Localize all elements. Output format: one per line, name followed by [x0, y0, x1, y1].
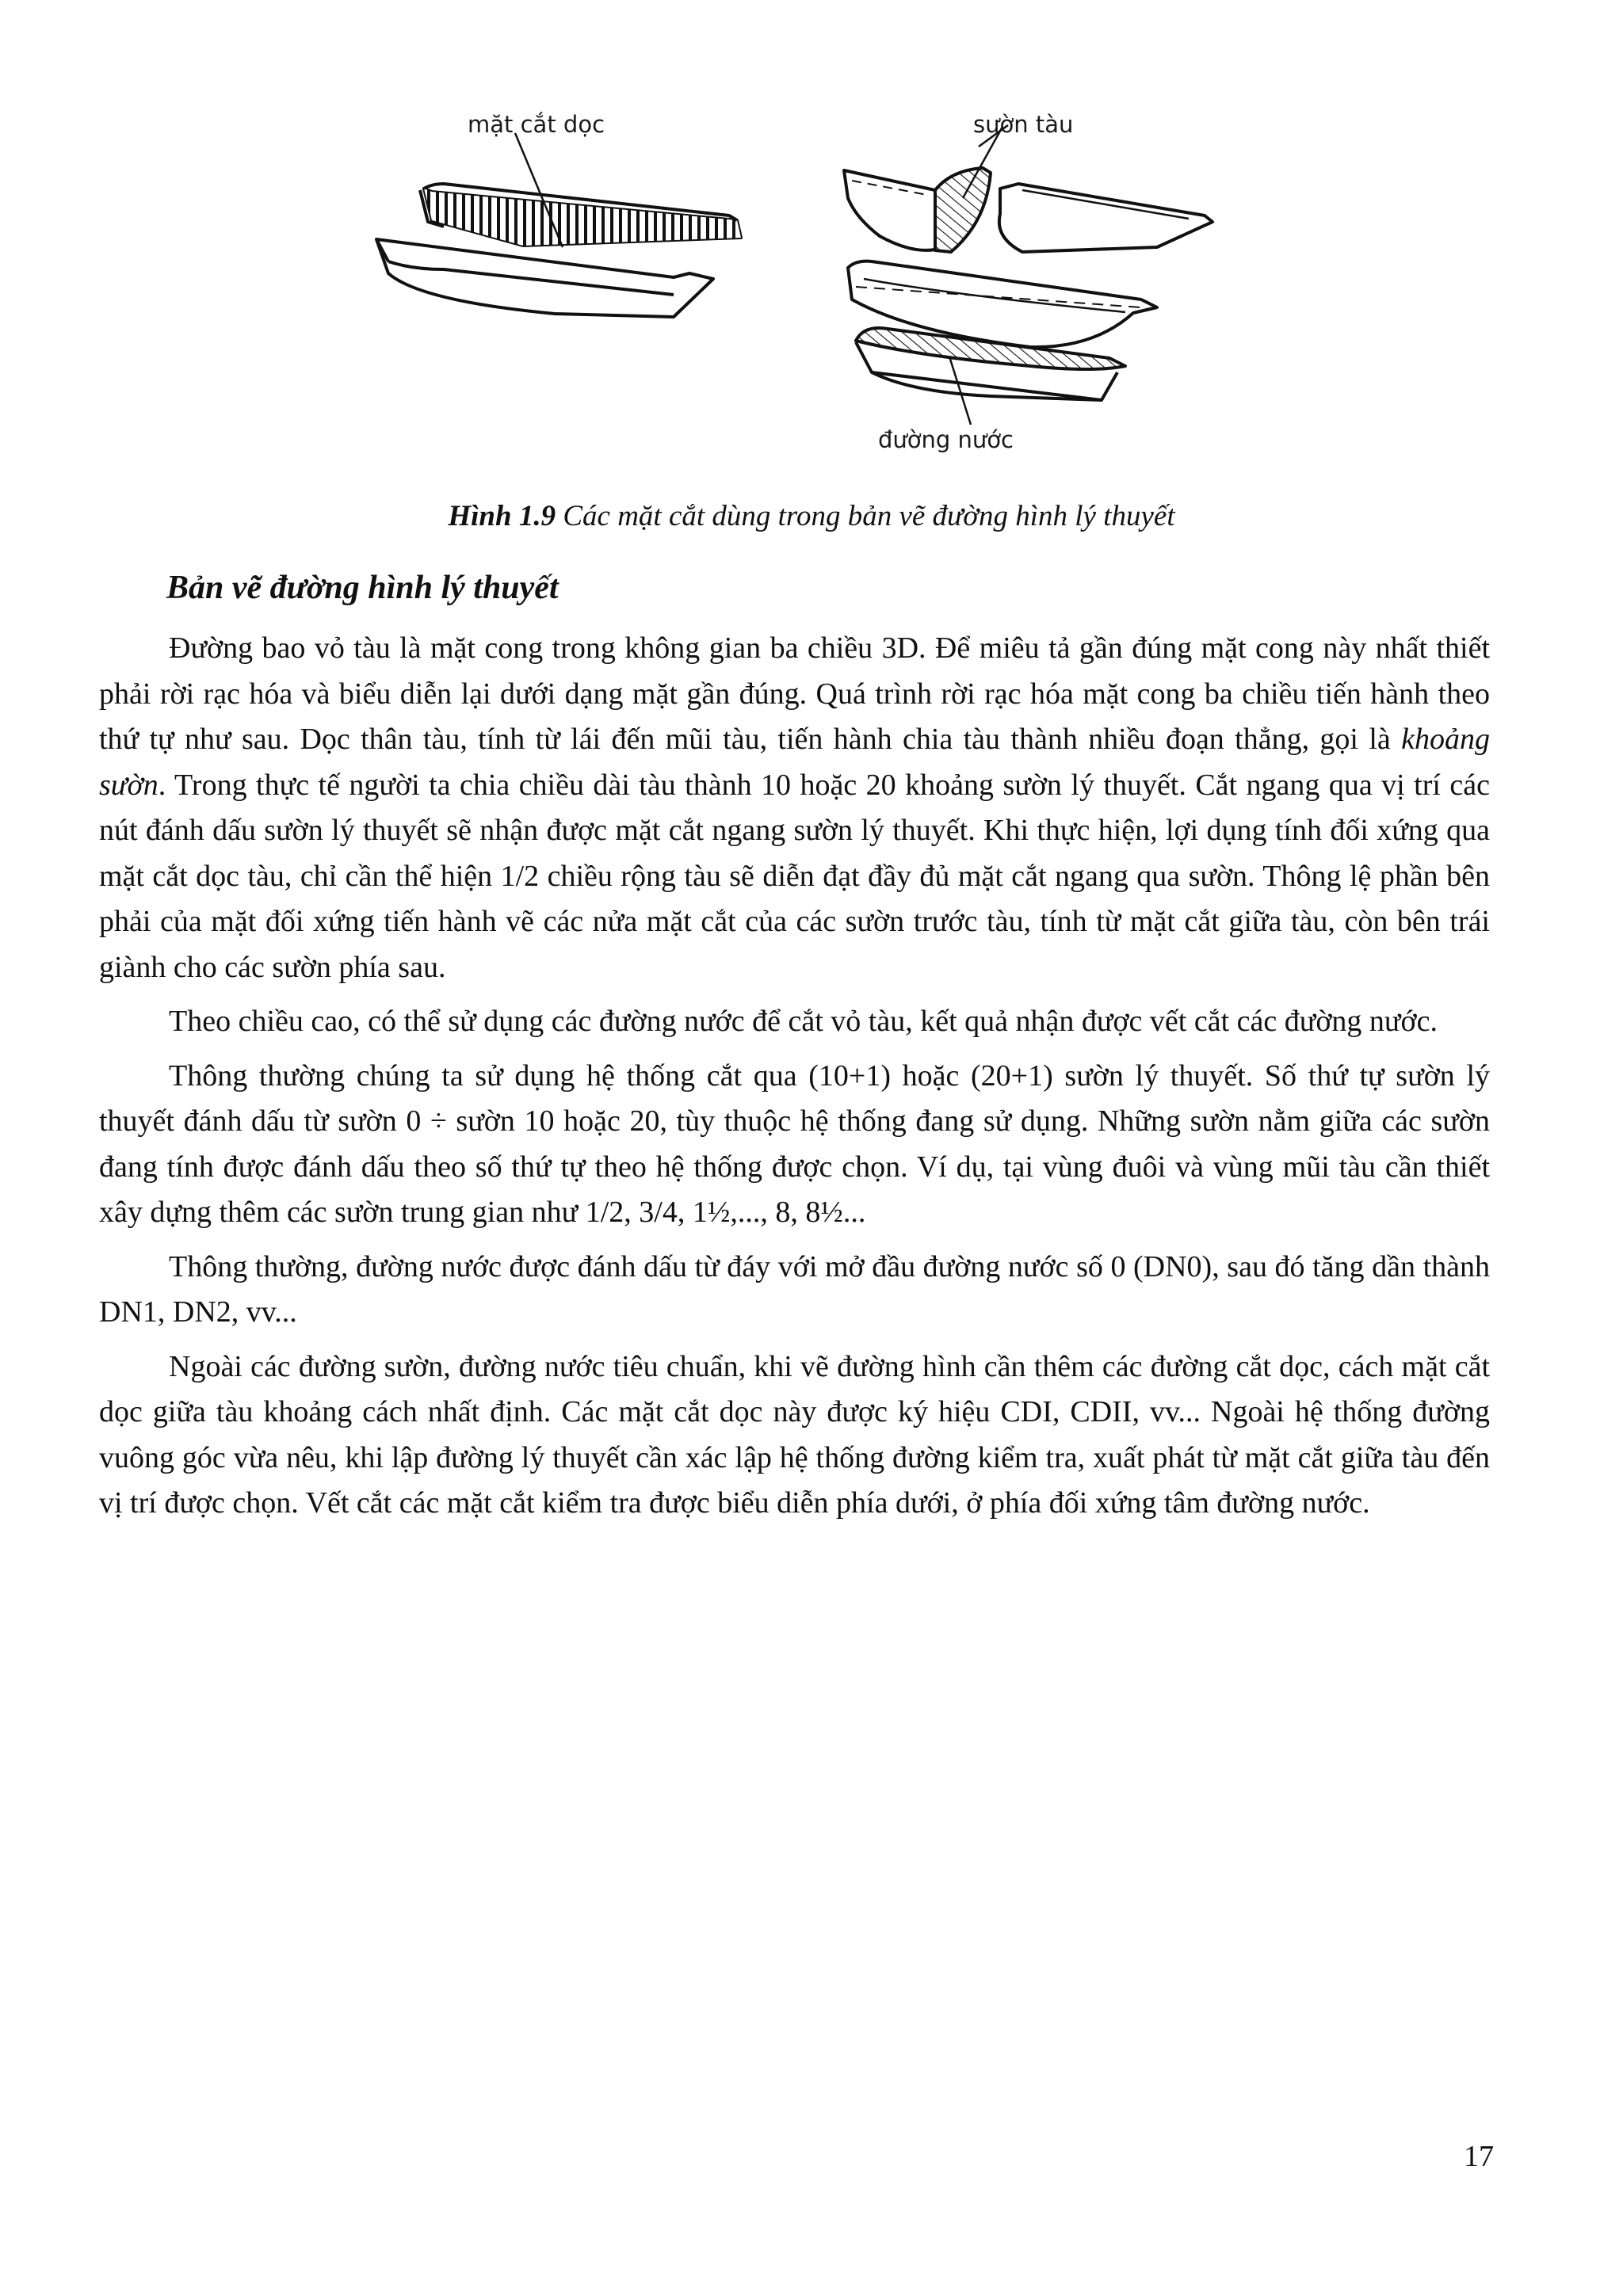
paragraph-1: [99, 626, 1490, 990]
longitudinal-section-label: mặt cắt dọc: [468, 111, 605, 138]
longitudinal-cut-hatch: [424, 189, 741, 246]
transverse-section-drawing: [844, 125, 1212, 252]
section-title: Bản vẽ đường hình lý thuyết: [166, 570, 559, 606]
longitudinal-section-drawing: [376, 133, 741, 317]
hull-sections-figure: [0, 0, 1623, 475]
paragraph-4: Thông thường, đường nước được đánh dấu từ đáy với mở đầu đường nước số 0 (DN0), sau đó tăng dần thành DN1, DN2, vv...: [99, 1249, 1490, 1329]
page-number: 17: [1464, 2140, 1494, 2173]
paragraph-1-part-b: . Trong thực tế người ta chia chiều dài tàu thành 10 hoặc 20 khoảng sườn lý thuyết. Cắt ngang qua vị trí các nút đánh dấu sườn lý thuyết sẽ nhận được mặt cắt ngang sườn lý thuyết. Khi thực hiện, lợi dụng tính đối xứng qua mặt cắt dọc tàu, chỉ cần thể hiện 1/2 chiều rộng tàu sẽ diễn đạt đầy đủ mặt cắt ngang qua sườn. Thông lệ phần bên phải của mặt đối xứng tiến hành vẽ các nửa mặt cắt của các sườn trước tàu, tính từ mặt cắt giữa tàu, còn bên trái giành cho các sườn phía sau.: [99, 768, 1490, 984]
paragraph-5: Ngoài các đường sườn, đường nước tiêu chuẩn, khi vẽ đường hình cần thêm các đường cắt dọc, cách mặt cắt dọc giữa tàu khoảng cách nhất định. Các mặt cắt dọc này được ký hiệu CDI, CDII, vv... Ngoài hệ thống đường vuông góc vừa nêu, khi lập đường lý thuyết cần xác lập hệ thống đường kiểm tra, xuất phát từ mặt cắt giữa tàu đến vị trí được chọn. Vết cắt các mặt cắt kiểm tra được biểu diễn phía dưới, ở phía đối xứng tâm đường nước.: [99, 1349, 1490, 1520]
body-text: [99, 626, 1490, 1535]
figure-caption: [0, 499, 1623, 533]
frame-label: sườn tàu: [973, 111, 1074, 138]
figure-number: Hình 1.9: [448, 500, 556, 532]
term-khoang-suon: khoảng sườn: [99, 723, 1490, 802]
figure-caption-text: Các mặt cắt dùng trong bản vẽ đường hình lý thuyết: [556, 500, 1175, 532]
paragraph-3: Thông thường chúng ta sử dụng hệ thống cắt qua (10+1) hoặc (20+1) sườn lý thuyết. Số thứ tự sườn lý thuyết đánh dấu từ sườn 0 ÷ sườn 10 hoặc 20, tùy thuộc hệ thống đang sử dụng. Những sườn nằm giữa các sườn đang tính được đánh dấu theo số thứ tự theo hệ thống được chọn. Ví dụ, tại vùng đuôi và vùng mũi tàu cần thiết xây dựng thêm các sườn trung gian như 1/2, 3/4, 1½,..., 8, 8½...: [99, 1058, 1490, 1229]
waterline-label: đường nước: [878, 426, 1014, 453]
paragraph-2: Theo chiều cao, có thể sử dụng các đường nước để cắt vỏ tàu, kết quả nhận được vết cắt các đường nước.: [169, 1005, 1438, 1038]
paragraph-1-part-a: Đường bao vỏ tàu là mặt cong trong không gian ba chiều 3D. Để miêu tả gần đúng mặt cong này nhất thiết phải rời rạc hóa và biểu diễn lại dưới dạng mặt gần đúng. Quá trình rời rạc hóa mặt cong ba chiều tiến hành theo thứ tự như sau. Dọc thân tàu, tính từ lái đến mũi tàu, tiến hành chia tàu thành nhiều đoạn thẳng, gọi là: [99, 631, 1490, 756]
waterline-section-drawing: [856, 328, 1125, 425]
